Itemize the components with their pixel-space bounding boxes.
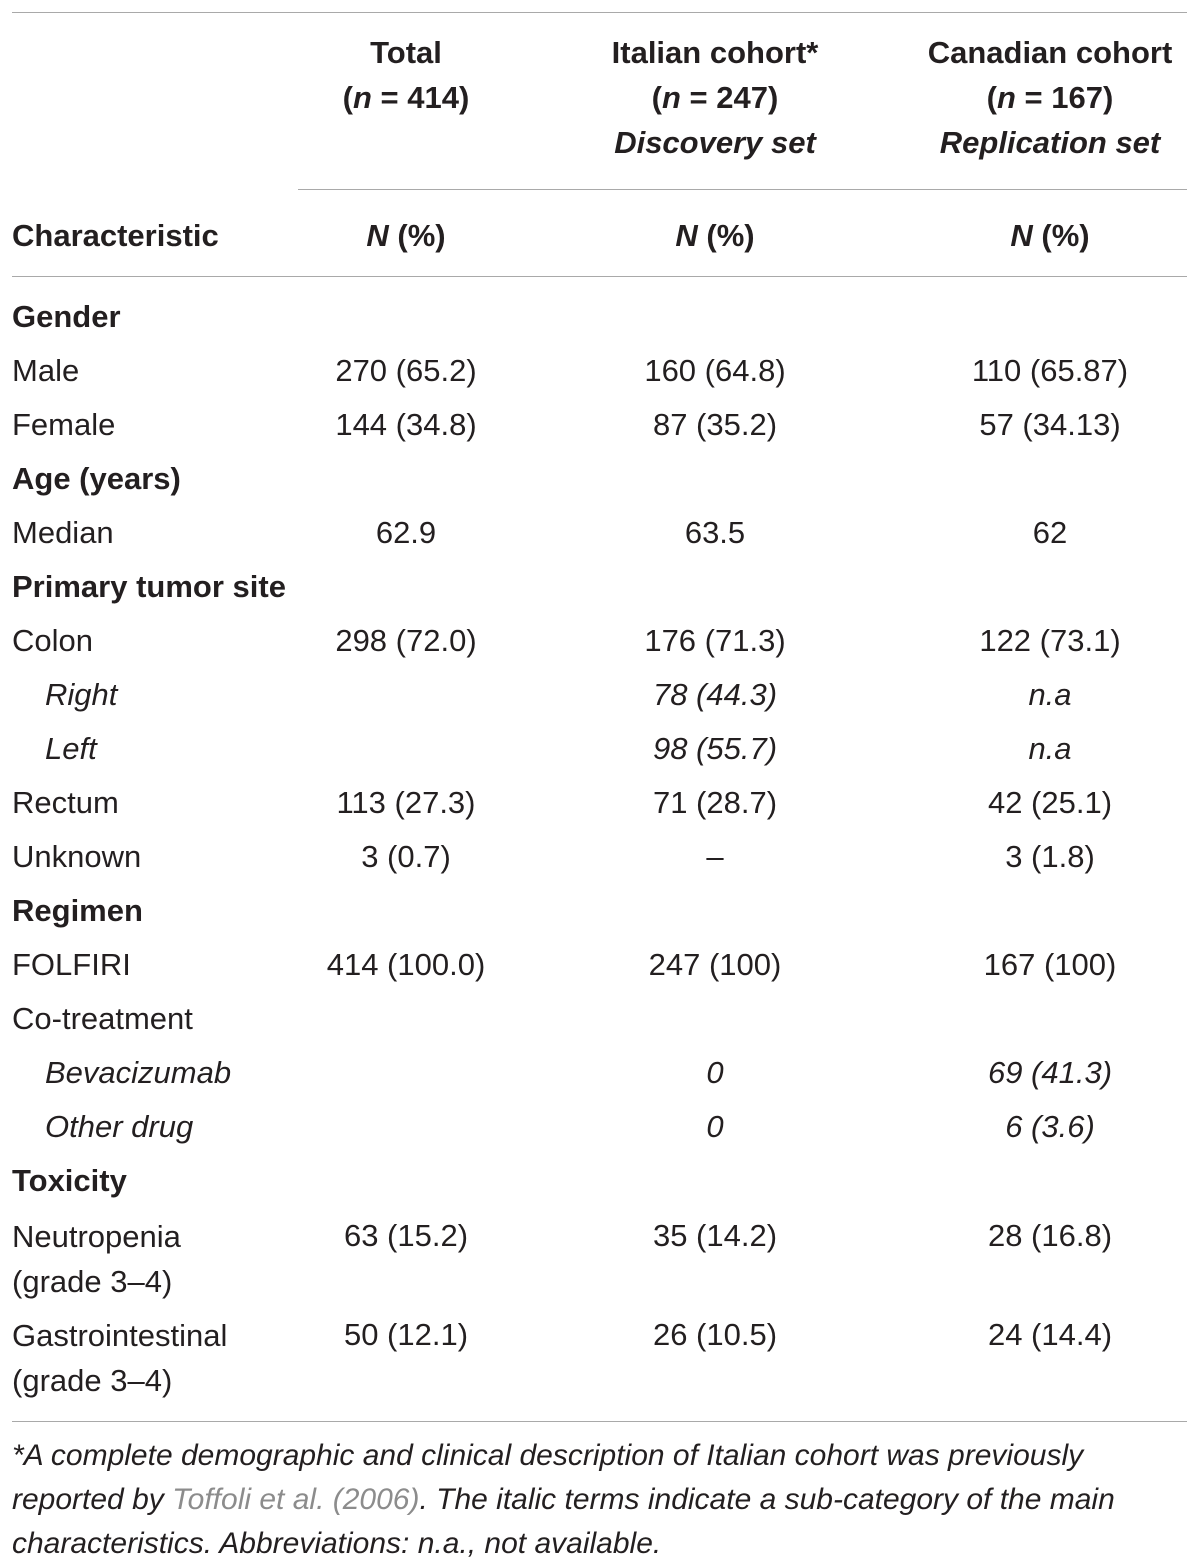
header-canadian-n: (n = 167) [986,80,1114,115]
section-heading: Age (years) [12,461,181,496]
row-label: Gastrointestinal [12,1318,228,1353]
cell-canadian: 6 (3.6) [1005,1109,1095,1144]
row-label: Female [12,407,116,442]
cell-total: 50 (12.1) [343,1317,469,1352]
header-unit-total: N (%) [366,218,446,253]
cell-canadian: 28 (16.8) [987,1218,1113,1253]
header-group-rule [298,189,1187,190]
cell-canadian: 3 (1.8) [1005,839,1095,874]
section-heading: Gender [12,299,121,334]
cell-total: 113 (27.3) [336,785,476,820]
cell-canadian: 69 (41.3) [987,1055,1113,1090]
cell-italian: 71 (28.7) [652,785,778,820]
cell-italian: 0 [706,1055,724,1090]
header-canadian-subtitle: Replication set [939,125,1161,160]
cell-italian: 78 (44.3) [652,677,778,712]
section-heading: Toxicity [12,1163,127,1198]
row-label-continuation: (grade 3–4) [12,1264,173,1299]
cell-italian: 98 (55.7) [652,731,778,766]
row-label: Neutropenia [12,1219,181,1254]
cell-italian: 247 (100) [648,947,782,982]
row-label: Colon [12,623,93,658]
reference-link[interactable]: Toffoli et al. (2006) [172,1483,420,1516]
header-characteristic: Characteristic [12,218,219,253]
subcategory-label: Other drug [45,1109,194,1144]
cell-canadian: 24 (14.4) [987,1317,1113,1352]
table-bottom-rule [12,1421,1187,1422]
cell-total: 414 (100.0) [326,947,486,982]
header-bottom-rule [12,276,1187,277]
subcategory-label: Right [45,677,118,712]
cell-total: 298 (72.0) [335,623,477,658]
header-total [298,30,514,120]
cell-italian: 0 [706,1109,724,1144]
header-canadian [900,30,1200,165]
cell-canadian: 62 [1032,515,1068,550]
row-label: Unknown [12,839,142,874]
cell-canadian: 57 (34.13) [979,407,1121,442]
cell-canadian: n.a [1028,677,1072,712]
row-label-continuation: (grade 3–4) [12,1363,173,1398]
cell-total: 3 (0.7) [361,839,451,874]
cell-italian: – [706,839,724,874]
cell-italian: 63.5 [684,515,746,550]
cell-canadian: n.a [1028,731,1072,766]
cell-italian: 26 (10.5) [652,1317,778,1352]
cell-italian: 35 (14.2) [652,1218,778,1253]
cell-canadian: 167 (100) [983,947,1117,982]
header-canadian-title: Canadian cohort [927,35,1173,70]
row-label: Co-treatment [12,1001,193,1036]
row-label: Median [12,515,114,550]
section-heading: Primary tumor site [12,569,286,604]
header-italian-subtitle: Discovery set [614,125,816,160]
cell-canadian: 110 (65.87) [971,353,1129,388]
row-label: Rectum [12,785,119,820]
row-label: Male [12,353,80,388]
cell-total: 270 (65.2) [335,353,477,388]
cell-italian: 176 (71.3) [644,623,786,658]
header-italian-n: (n = 247) [651,80,779,115]
subcategory-label: Bevacizumab [45,1055,232,1090]
top-rule [12,12,1187,13]
header-unit-italian: N (%) [675,218,755,253]
cell-canadian: 122 (73.1) [979,623,1121,658]
cell-total: 63 (15.2) [343,1218,469,1253]
subcategory-label: Left [45,731,97,766]
cell-italian: 87 (35.2) [652,407,778,442]
footnote: *A complete demographic and clinical description of Italian cohort was previously reported by Toffoli et al. (2006). The italic terms indicate a sub-category of the main characteristics. Abbreviations: n.a., not available. [12,1439,1115,1560]
header-unit-canadian: N (%) [1010,218,1090,253]
header-total-title: Total [370,35,442,70]
cell-italian: 160 (64.8) [644,353,786,388]
row-label: FOLFIRI [12,947,131,982]
header-italian [560,30,870,165]
cell-canadian: 42 (25.1) [987,785,1113,820]
header-italian-title: Italian cohort* [611,35,819,70]
section-heading: Regimen [12,893,143,928]
header-total-n: (n = 414) [342,80,470,115]
cell-total: 144 (34.8) [335,407,477,442]
cell-total: 62.9 [375,515,437,550]
